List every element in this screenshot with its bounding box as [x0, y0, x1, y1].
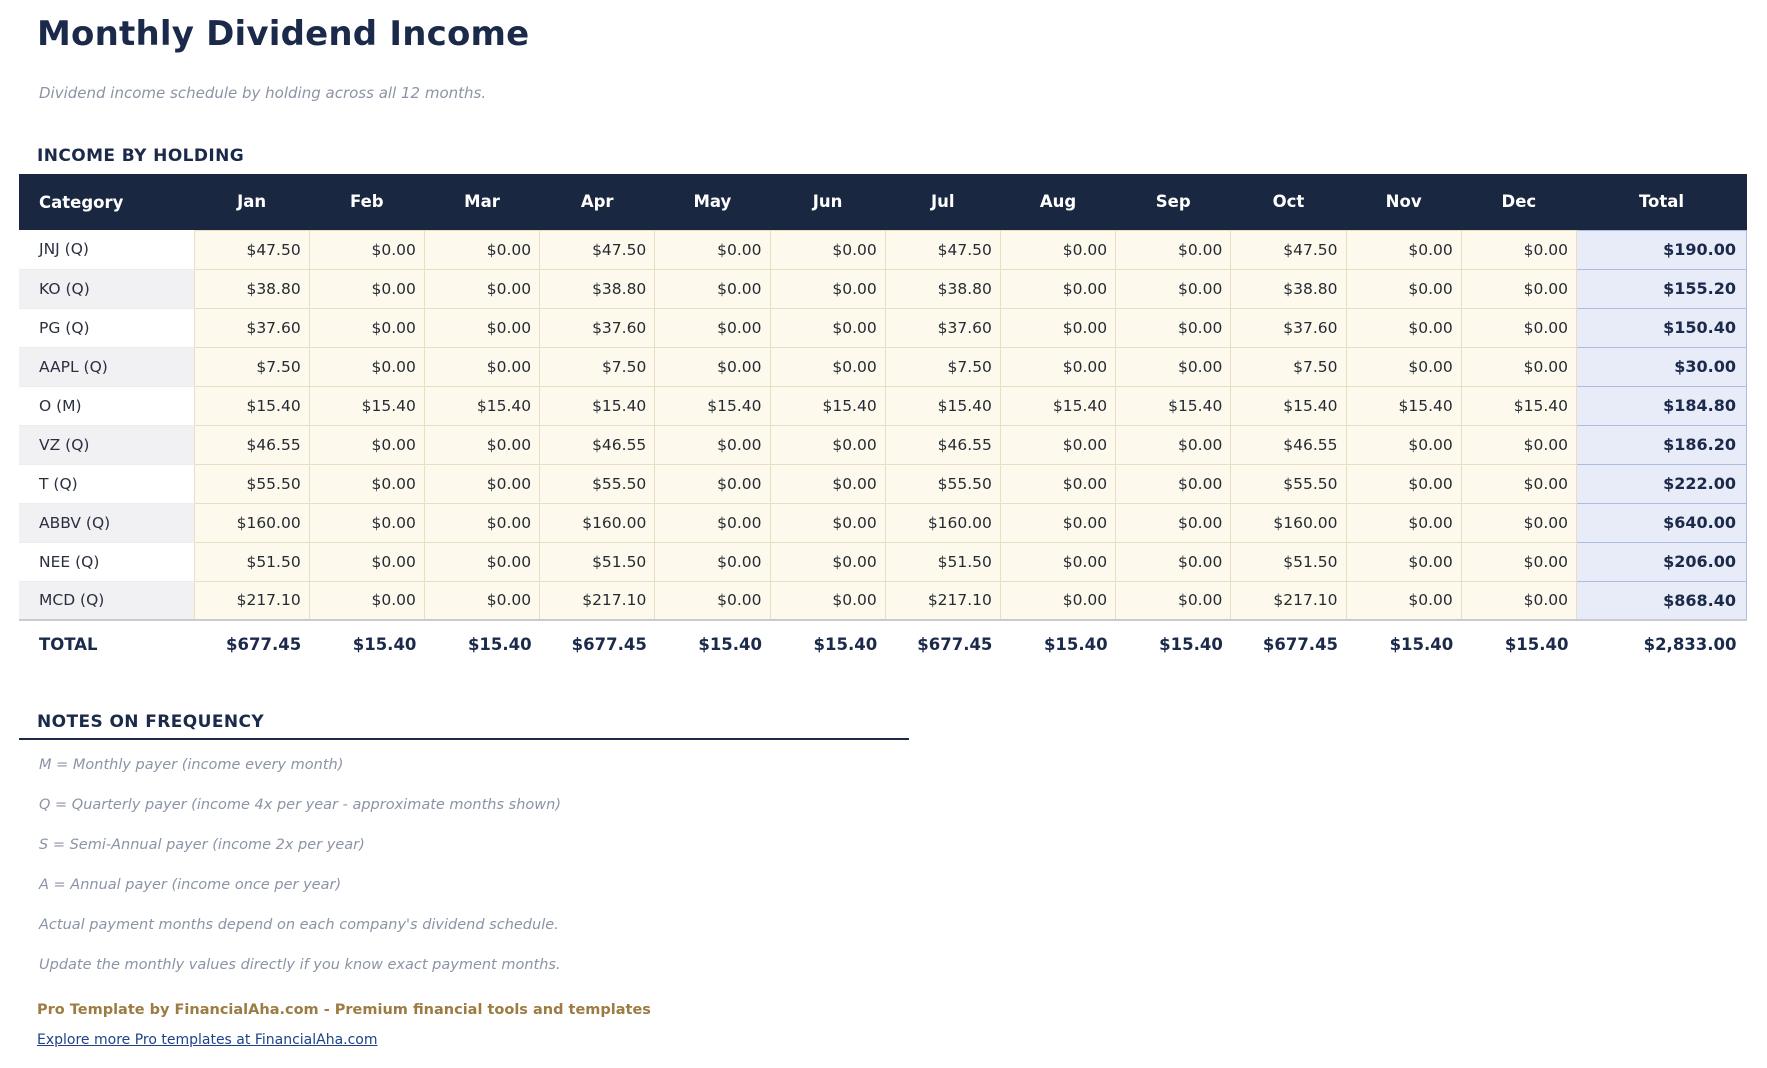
total-month-cell: $677.45: [540, 620, 655, 668]
month-value-cell: $0.00: [309, 425, 424, 464]
total-month-cell: $677.45: [1231, 620, 1346, 668]
note-update-values: Update the monthly values directly if you know exact payment months.: [39, 957, 561, 973]
month-value-cell: $0.00: [770, 230, 885, 269]
column-header-may: May: [655, 174, 770, 230]
month-value-cell: $55.50: [885, 464, 1000, 503]
month-value-cell: $0.00: [1461, 581, 1576, 620]
column-header-jan: Jan: [194, 174, 309, 230]
holding-label: O (M): [19, 386, 194, 425]
explore-templates-link[interactable]: Explore more Pro templates at FinancialAha.com: [37, 1032, 378, 1048]
month-value-cell: $0.00: [1461, 269, 1576, 308]
note-monthly: M = Monthly payer (income every month): [39, 757, 344, 773]
month-value-cell: $38.80: [194, 269, 309, 308]
total-month-cell: $15.40: [1000, 620, 1115, 668]
total-month-cell: $15.40: [655, 620, 770, 668]
month-value-cell: $0.00: [424, 464, 539, 503]
month-value-cell: $160.00: [1231, 503, 1346, 542]
month-value-cell: $0.00: [1000, 503, 1115, 542]
month-value-cell: $55.50: [194, 464, 309, 503]
month-value-cell: $0.00: [1000, 308, 1115, 347]
total-month-cell: $15.40: [309, 620, 424, 668]
month-value-cell: $160.00: [194, 503, 309, 542]
month-value-cell: $0.00: [309, 503, 424, 542]
month-value-cell: $0.00: [424, 269, 539, 308]
month-value-cell: $0.00: [424, 230, 539, 269]
month-value-cell: $0.00: [1116, 269, 1231, 308]
total-month-cell: $15.40: [1116, 620, 1231, 668]
month-value-cell: $38.80: [1231, 269, 1346, 308]
month-value-cell: $0.00: [424, 503, 539, 542]
month-value-cell: $7.50: [540, 347, 655, 386]
month-value-cell: $217.10: [194, 581, 309, 620]
note-semiannual: S = Semi-Annual payer (income 2x per year): [39, 837, 365, 853]
month-value-cell: $15.40: [1000, 386, 1115, 425]
month-value-cell: $0.00: [1346, 347, 1461, 386]
month-value-cell: $0.00: [309, 308, 424, 347]
row-total-cell: $640.00: [1577, 503, 1747, 542]
column-header-apr: Apr: [540, 174, 655, 230]
brand-line: Pro Template by FinancialAha.com - Premium financial tools and templates: [37, 1002, 651, 1018]
month-value-cell: $55.50: [1231, 464, 1346, 503]
month-value-cell: $0.00: [770, 347, 885, 386]
month-value-cell: $0.00: [1346, 581, 1461, 620]
holding-label: NEE (Q): [19, 542, 194, 581]
month-value-cell: $15.40: [1116, 386, 1231, 425]
month-value-cell: $46.55: [540, 425, 655, 464]
month-value-cell: $0.00: [309, 542, 424, 581]
column-header-dec: Dec: [1461, 174, 1576, 230]
total-row-label: TOTAL: [19, 620, 194, 668]
month-value-cell: $0.00: [770, 581, 885, 620]
month-value-cell: $0.00: [1461, 425, 1576, 464]
month-value-cell: $0.00: [424, 347, 539, 386]
month-value-cell: $0.00: [655, 347, 770, 386]
month-value-cell: $38.80: [540, 269, 655, 308]
month-value-cell: $0.00: [1346, 269, 1461, 308]
month-value-cell: $37.60: [1231, 308, 1346, 347]
notes-divider: [19, 738, 909, 740]
month-value-cell: $217.10: [1231, 581, 1346, 620]
notes-section-title: NOTES ON FREQUENCY: [37, 712, 265, 732]
month-value-cell: $0.00: [1346, 308, 1461, 347]
month-value-cell: $55.50: [540, 464, 655, 503]
table-row: [19, 425, 1747, 464]
page-footer: [37, 1002, 1748, 1048]
month-value-cell: $217.10: [540, 581, 655, 620]
month-value-cell: $38.80: [885, 269, 1000, 308]
row-total-cell: $206.00: [1577, 542, 1747, 581]
month-value-cell: $0.00: [1000, 269, 1115, 308]
month-value-cell: $0.00: [655, 542, 770, 581]
month-value-cell: $15.40: [885, 386, 1000, 425]
month-value-cell: $217.10: [885, 581, 1000, 620]
month-value-cell: $0.00: [770, 425, 885, 464]
month-value-cell: $0.00: [1461, 542, 1576, 581]
row-total-cell: $30.00: [1577, 347, 1747, 386]
column-header-nov: Nov: [1346, 174, 1461, 230]
grand-total-cell: $2,833.00: [1577, 620, 1747, 668]
month-value-cell: $15.40: [194, 386, 309, 425]
month-value-cell: $37.60: [194, 308, 309, 347]
month-value-cell: $0.00: [1000, 347, 1115, 386]
holding-label: MCD (Q): [19, 581, 194, 620]
month-value-cell: $0.00: [770, 308, 885, 347]
table-row: [19, 386, 1747, 425]
note-actual-months: Actual payment months depend on each company's dividend schedule.: [39, 917, 559, 933]
holding-label: ABBV (Q): [19, 503, 194, 542]
month-value-cell: $47.50: [1231, 230, 1346, 269]
month-value-cell: $0.00: [309, 347, 424, 386]
month-value-cell: $0.00: [655, 269, 770, 308]
month-value-cell: $0.00: [1000, 230, 1115, 269]
month-value-cell: $0.00: [1116, 542, 1231, 581]
income-by-holding-section: [19, 146, 1748, 668]
month-value-cell: $0.00: [655, 230, 770, 269]
month-value-cell: $51.50: [1231, 542, 1346, 581]
month-value-cell: $0.00: [424, 581, 539, 620]
month-value-cell: $7.50: [885, 347, 1000, 386]
month-value-cell: $0.00: [1000, 581, 1115, 620]
column-header-category: Category: [19, 174, 194, 230]
month-value-cell: $0.00: [1346, 503, 1461, 542]
column-header-jun: Jun: [770, 174, 885, 230]
month-value-cell: $0.00: [1346, 464, 1461, 503]
total-month-cell: $677.45: [194, 620, 309, 668]
column-header-feb: Feb: [309, 174, 424, 230]
month-value-cell: $15.40: [770, 386, 885, 425]
row-total-cell: $868.40: [1577, 581, 1747, 620]
note-quarterly: Q = Quarterly payer (income 4x per year - approximate months shown): [39, 797, 561, 813]
total-month-cell: $677.45: [885, 620, 1000, 668]
month-value-cell: $46.55: [1231, 425, 1346, 464]
month-value-cell: $0.00: [655, 503, 770, 542]
month-value-cell: $0.00: [1116, 347, 1231, 386]
month-value-cell: $46.55: [194, 425, 309, 464]
month-value-cell: $7.50: [194, 347, 309, 386]
month-value-cell: $0.00: [1116, 464, 1231, 503]
month-value-cell: $0.00: [309, 581, 424, 620]
month-value-cell: $0.00: [1116, 230, 1231, 269]
month-value-cell: $0.00: [1461, 464, 1576, 503]
notes-section: [19, 712, 1748, 974]
month-value-cell: $0.00: [424, 425, 539, 464]
month-value-cell: $0.00: [1461, 347, 1576, 386]
month-value-cell: $47.50: [885, 230, 1000, 269]
month-value-cell: $37.60: [885, 308, 1000, 347]
total-row: [19, 620, 1747, 668]
table-row: [19, 347, 1747, 386]
month-value-cell: $0.00: [1116, 425, 1231, 464]
column-header-jul: Jul: [885, 174, 1000, 230]
row-total-cell: $186.20: [1577, 425, 1747, 464]
month-value-cell: $0.00: [1461, 230, 1576, 269]
month-value-cell: $15.40: [540, 386, 655, 425]
note-annual: A = Annual payer (income once per year): [39, 877, 342, 893]
column-header-sep: Sep: [1116, 174, 1231, 230]
page-title: Monthly Dividend Income: [37, 14, 530, 54]
holding-label: T (Q): [19, 464, 194, 503]
month-value-cell: $7.50: [1231, 347, 1346, 386]
month-value-cell: $0.00: [1346, 425, 1461, 464]
holding-label: KO (Q): [19, 269, 194, 308]
row-total-cell: $150.40: [1577, 308, 1747, 347]
month-value-cell: $0.00: [655, 464, 770, 503]
month-value-cell: $47.50: [194, 230, 309, 269]
row-total-cell: $190.00: [1577, 230, 1747, 269]
month-value-cell: $51.50: [194, 542, 309, 581]
month-value-cell: $160.00: [885, 503, 1000, 542]
table-row: [19, 542, 1747, 581]
column-header-aug: Aug: [1000, 174, 1115, 230]
table-header-row: [19, 174, 1747, 230]
month-value-cell: $15.40: [1346, 386, 1461, 425]
month-value-cell: $0.00: [770, 464, 885, 503]
month-value-cell: $0.00: [770, 269, 885, 308]
month-value-cell: $0.00: [1116, 308, 1231, 347]
table-row: [19, 269, 1747, 308]
column-header-oct: Oct: [1231, 174, 1346, 230]
table-row: [19, 230, 1747, 269]
month-value-cell: $0.00: [1346, 542, 1461, 581]
row-total-cell: $222.00: [1577, 464, 1747, 503]
total-month-cell: $15.40: [424, 620, 539, 668]
month-value-cell: $47.50: [540, 230, 655, 269]
month-value-cell: $15.40: [309, 386, 424, 425]
month-value-cell: $160.00: [540, 503, 655, 542]
month-value-cell: $15.40: [424, 386, 539, 425]
month-value-cell: $0.00: [655, 308, 770, 347]
month-value-cell: $0.00: [309, 464, 424, 503]
column-header-total: Total: [1577, 174, 1747, 230]
month-value-cell: $0.00: [770, 503, 885, 542]
month-value-cell: $15.40: [1461, 386, 1576, 425]
month-value-cell: $0.00: [1116, 503, 1231, 542]
table-row: [19, 464, 1747, 503]
month-value-cell: $37.60: [540, 308, 655, 347]
table-row: [19, 308, 1747, 347]
month-value-cell: $0.00: [1000, 542, 1115, 581]
month-value-cell: $0.00: [1116, 581, 1231, 620]
holding-label: VZ (Q): [19, 425, 194, 464]
month-value-cell: $15.40: [655, 386, 770, 425]
month-value-cell: $0.00: [309, 269, 424, 308]
total-month-cell: $15.40: [770, 620, 885, 668]
total-month-cell: $15.40: [1346, 620, 1461, 668]
month-value-cell: $0.00: [424, 542, 539, 581]
holding-label: PG (Q): [19, 308, 194, 347]
month-value-cell: $0.00: [1000, 464, 1115, 503]
month-value-cell: $0.00: [424, 308, 539, 347]
table-row: [19, 581, 1747, 620]
page-subtitle: Dividend income schedule by holding across all 12 months.: [39, 84, 487, 102]
month-value-cell: $0.00: [1000, 425, 1115, 464]
month-value-cell: $0.00: [1461, 308, 1576, 347]
month-value-cell: $15.40: [1231, 386, 1346, 425]
month-value-cell: $46.55: [885, 425, 1000, 464]
total-month-cell: $15.40: [1461, 620, 1576, 668]
month-value-cell: $0.00: [655, 581, 770, 620]
month-value-cell: $0.00: [655, 425, 770, 464]
month-value-cell: $51.50: [885, 542, 1000, 581]
row-total-cell: $184.80: [1577, 386, 1747, 425]
month-value-cell: $51.50: [540, 542, 655, 581]
row-total-cell: $155.20: [1577, 269, 1747, 308]
table-row: [19, 503, 1747, 542]
month-value-cell: $0.00: [770, 542, 885, 581]
month-value-cell: $0.00: [1346, 230, 1461, 269]
income-table: [19, 174, 1747, 668]
income-section-title: INCOME BY HOLDING: [37, 146, 245, 166]
month-value-cell: $0.00: [309, 230, 424, 269]
holding-label: AAPL (Q): [19, 347, 194, 386]
column-header-mar: Mar: [424, 174, 539, 230]
holding-label: JNJ (Q): [19, 230, 194, 269]
month-value-cell: $0.00: [1461, 503, 1576, 542]
